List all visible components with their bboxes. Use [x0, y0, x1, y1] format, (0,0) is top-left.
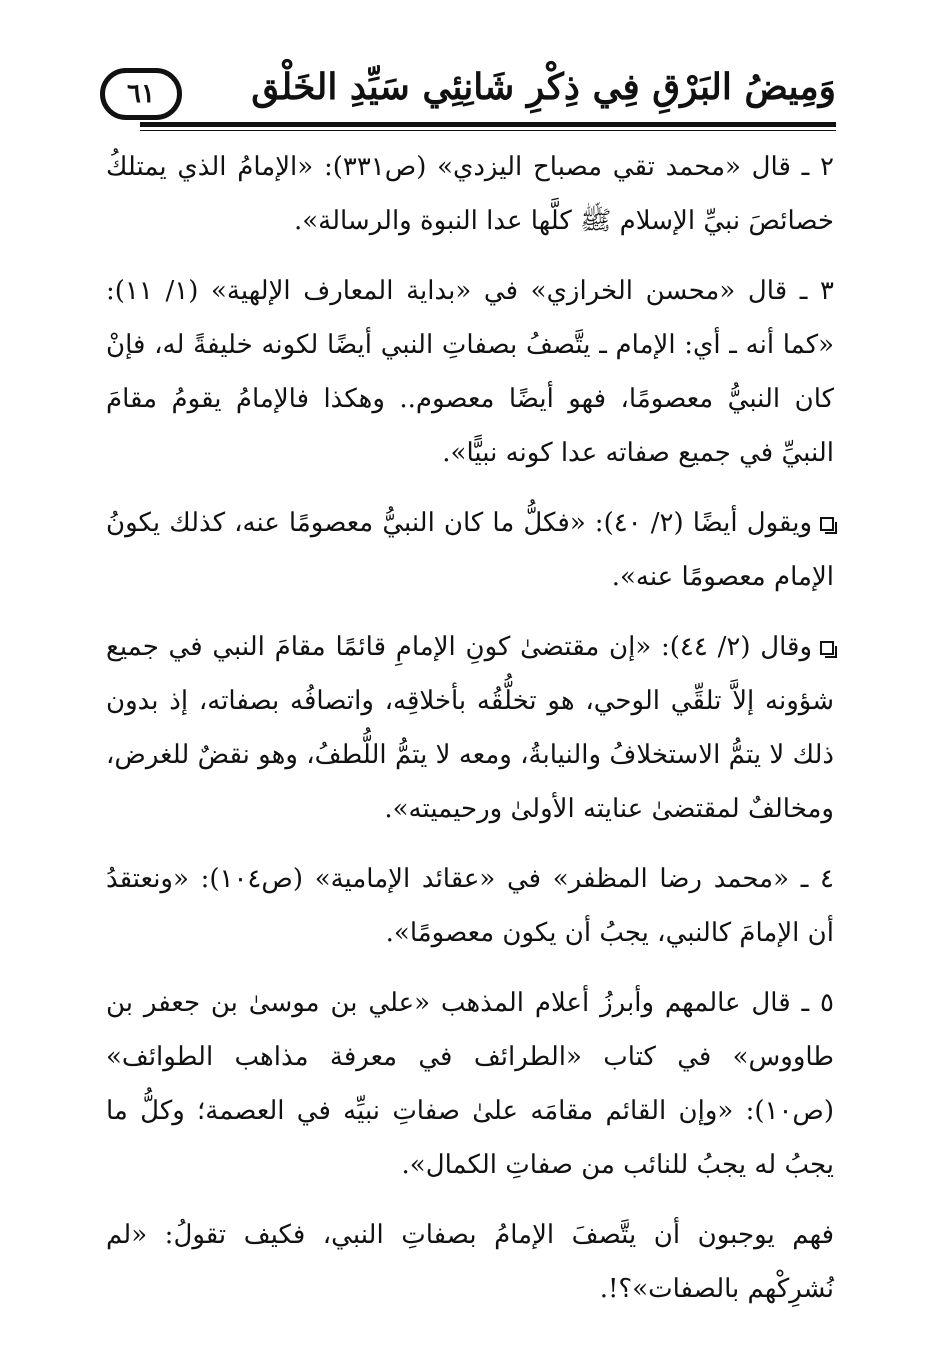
page-body	[106, 140, 834, 1332]
header-rule-thin	[140, 130, 836, 131]
running-header	[100, 62, 836, 128]
book-title: وَمِيضُ البَرْقِ فِي ذِكْرِ شَانِئِي سَيِّدِ الخَلْق	[251, 66, 836, 108]
header-rule	[140, 122, 836, 127]
paragraph-5: ٤ ـ «محمد رضا المظفر» في «عقائد الإمامية» (ص١٠٤): «ونعتقدُ أن الإمامَ كالنبي، يجبُ أن يكون معصومًا».	[106, 864, 834, 948]
square-bullet-icon	[820, 641, 834, 655]
paragraph-3: ويقول أيضًا (٢/ ٤٠): «فكلُّ ما كان النبيُّ معصومًا عنه، كذلك يكونُ الإمام معصومًا عنه».	[106, 508, 834, 592]
page-number-badge: ٦١	[100, 68, 182, 120]
paragraph-7: فهم يوجبون أن يتَّصفَ الإمامُ بصفاتِ النبي، فكيف تقولُ: «لم نُشرِكْهم بالصفات»؟!.	[106, 1220, 834, 1304]
paragraph-4: وقال (٢/ ٤٤): «إن مقتضىٰ كونِ الإمامِ قائمًا مقامَ النبي في جميع شؤونه إلاَّ تلقِّي الوحي، هو تخلُّقُه بأخلاقِه، واتصافُه بصفاته، إذ بدون ذلك لا يتمُّ الاستخلافُ والنيابةُ، ومعه لا يتمُّ اللُّطفُ، وهو نقضٌ للغرض، ومخالفٌ لمقتضىٰ عنايته الأولىٰ ورحيميته».	[106, 632, 834, 824]
paragraph-6: ٥ ـ قال عالمهم وأبرزُ أعلام المذهب «علي بن موسىٰ بن جعفر بن طاووس» في كتاب «الطرائف في معرفة مذاهب الطوائف» (ص١٠): «وإن القائم مقامَه علىٰ صفاتِ نبيِّه في العصمة؛ وكلُّ ما يجبُ له يجبُ للنائب من صفاتِ الكمال».	[106, 988, 834, 1180]
paragraph-2: ٣ ـ قال «محسن الخرازي» في «بداية المعارف الإلهية» (١/ ١١): «كما أنه ـ أي: الإمام ـ يتَّصفُ بصفاتِ النبي أيضًا لكونه خليفةً له، فإنْ كان النبيُّ معصومًا، فهو أيضًا معصوم.. وهكذا فالإمامُ يقومُ مقامَ النبيِّ في جميع صفاته عدا كونه نبيًّا».	[106, 276, 834, 468]
paragraph-1: ٢ ـ قال «محمد تقي مصباح اليزدي» (ص٣٣١): «الإمامُ الذي يمتلكُ خصائصَ نبيِّ الإسلام ﷺ كلَّها عدا النبوة والرسالة».	[106, 152, 834, 236]
square-bullet-icon	[820, 517, 834, 531]
